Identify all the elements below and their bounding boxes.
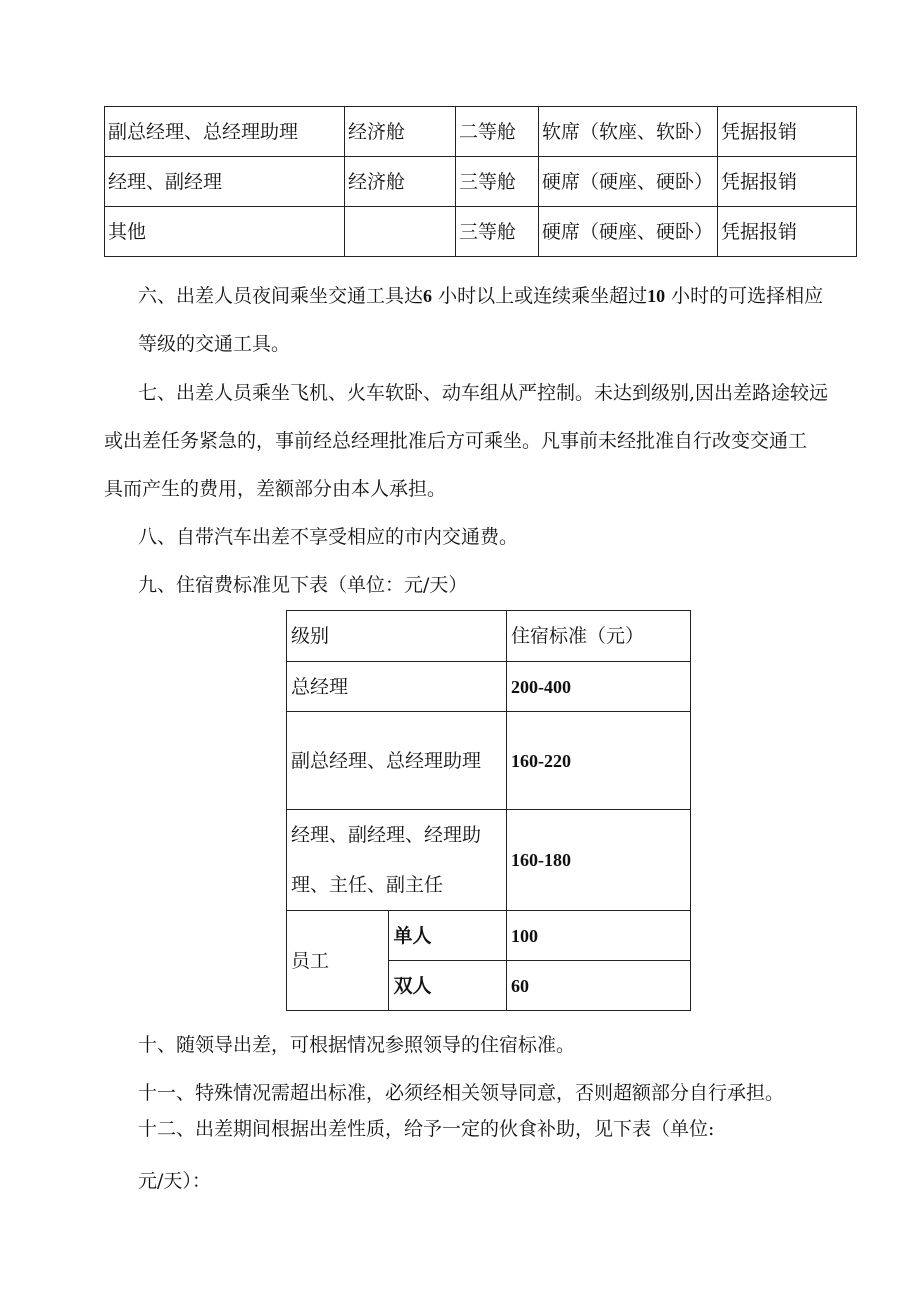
flight-class-cell: 经济舱 <box>345 107 456 157</box>
para-7-line-1: 七、出差人员乘坐飞机、火车软卧、动车组从严控制。未达到级别,因出差路途较远 <box>138 382 829 404</box>
train-class-cell: 软席（软座、软卧） <box>539 107 718 157</box>
staff-level-cell: 员工 <box>287 911 389 1011</box>
para-11: 十一、特殊情况需超出标准，必须经相关领导同意，否则超额部分自行承担。 <box>138 1082 785 1104</box>
train-class-cell: 硬席（硬座、硬卧） <box>539 157 718 207</box>
ship-class-cell: 三等舱 <box>456 157 539 207</box>
para-7-line-3: 具而产生的费用，差额部分由本人承担。 <box>104 478 447 500</box>
level-cell: 副总经理、总经理助理 <box>287 712 507 810</box>
level-cell: 其他 <box>105 207 345 257</box>
lodging-standard-table <box>286 610 691 1011</box>
reimburse-cell: 凭据报销 <box>718 207 857 257</box>
table-row <box>105 107 857 157</box>
reimburse-cell: 凭据报销 <box>718 157 857 207</box>
para-9: 九、住宿费标准见下表（单位：元/天） <box>138 574 468 596</box>
table-row <box>105 157 857 207</box>
level-cell: 总经理 <box>287 662 507 712</box>
double-room-cell: 双人 <box>389 961 507 1011</box>
flight-class-cell: 经济舱 <box>345 157 456 207</box>
level-cell: 经理、副经理、经理助理、主任、副主任 <box>287 810 507 911</box>
table-row <box>287 662 691 712</box>
level-cell: 经理、副经理 <box>105 157 345 207</box>
para-12-line-1: 十二、出差期间根据出差性质，给予一定的伙食补助，见下表（单位: <box>138 1118 715 1140</box>
reimburse-cell: 凭据报销 <box>718 107 857 157</box>
para-6-line-1: 六、出差人员夜间乘坐交通工具达6 小时以上或连续乘坐超过10 小时的可选择相应 <box>138 285 824 307</box>
standard-cell: 200-400 <box>507 662 691 712</box>
standard-cell: 60 <box>507 961 691 1011</box>
table-row <box>287 810 691 911</box>
single-room-cell: 单人 <box>389 911 507 961</box>
para-6-line-2: 等级的交通工具。 <box>138 333 291 355</box>
standard-cell: 100 <box>507 911 691 961</box>
table-row <box>287 911 691 961</box>
table-row <box>287 611 691 662</box>
level-cell: 副总经理、总经理助理 <box>105 107 345 157</box>
ship-class-cell: 三等舱 <box>456 207 539 257</box>
para-10: 十、随领导出差，可根据情况参照领导的住宿标准。 <box>138 1034 576 1056</box>
table-row <box>287 712 691 810</box>
para-7-line-2: 或出差任务紧急的，事前经总经理批准后方可乘坐。凡事前未经批准自行改变交通工 <box>104 430 808 452</box>
standard-cell: 160-220 <box>507 712 691 810</box>
header-level-cell: 级别 <box>287 611 507 662</box>
train-class-cell: 硬席（硬座、硬卧） <box>539 207 718 257</box>
ship-class-cell: 二等舱 <box>456 107 539 157</box>
para-8: 八、自带汽车出差不享受相应的市内交通费。 <box>138 526 519 548</box>
header-standard-cell: 住宿标准（元） <box>507 611 691 662</box>
para-12-line-2: 元/天）： <box>138 1170 211 1192</box>
table-row <box>105 207 857 257</box>
flight-class-cell <box>345 207 456 257</box>
transport-standard-table <box>104 106 857 257</box>
standard-cell: 160-180 <box>507 810 691 911</box>
